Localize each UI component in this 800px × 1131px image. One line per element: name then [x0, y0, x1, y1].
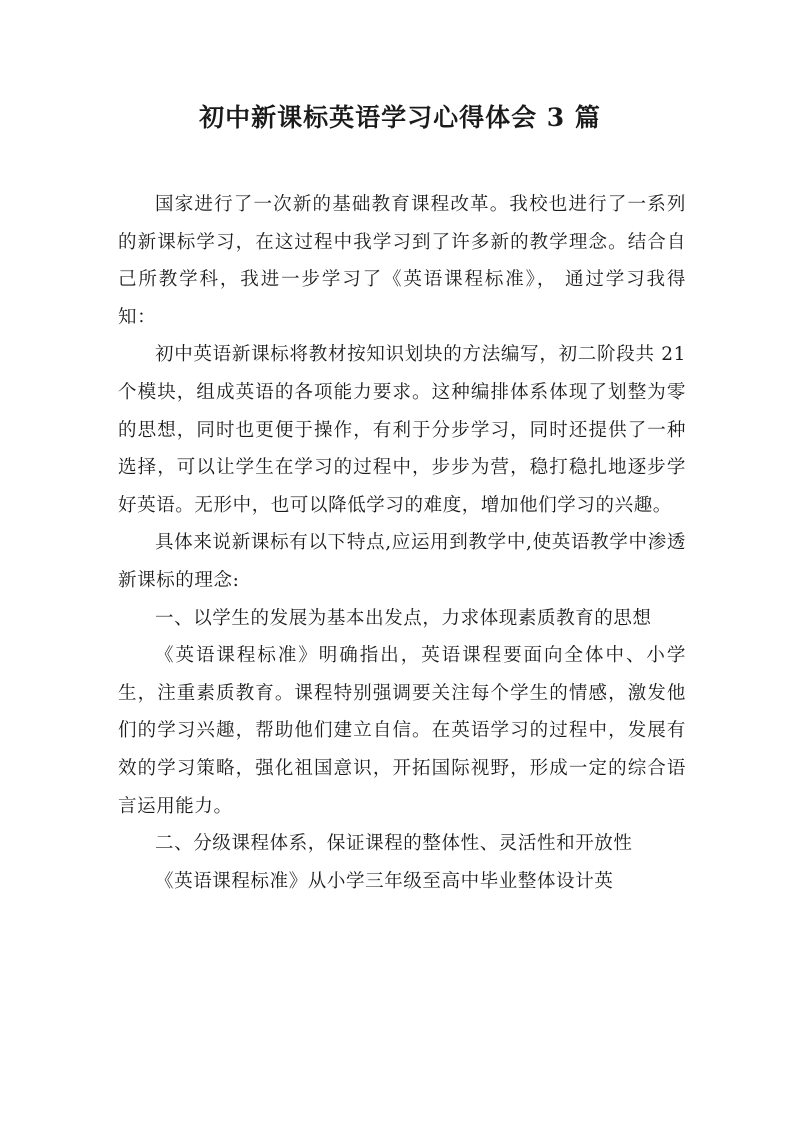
paragraph-section-2: 《英语课程标准》从小学三年级至高中毕业整体设计英 — [155, 870, 614, 892]
document-title: 初中新课标英语学习心得体会 3 篇 — [199, 103, 601, 132]
paragraph-intro: 国家进行了一次新的基础教育课程改革。我校也进行了一系列的新课标学习，在这过程中我学习到了许多新的教学理念。结合自己所教学科，我进一步学习了《英语课程标准》， 通过学习我得知： — [118, 194, 686, 328]
paragraph-textbook-modules: 初中英语新课标将教材按知识划块的方法编写，初二阶段共 21 个模块，组成英语的各项能力要求。这种编排体系体现了划整为零的思想，同时也更便于操作，有利于分步学习，同时还提供了一种选择，可以让学生在学习的过程中，步步为营，稳打稳扎地逐步学好英语。无形中，也可以降低学习的难度，增加他们学习的兴趣。 — [118, 344, 686, 516]
section-heading-2: 二、分级课程体系，保证课程的整体性、灵活性和开放性 — [155, 833, 633, 855]
paragraph-section-1: 《英语课程标准》明确指出，英语课程要面向全体中、小学生，注重素质教育。课程特别强调要关注每个学生的情感，激发他们的学习兴趣，帮助他们建立自信。在英语学习的过程中，发展有效的学习策略，强化祖国意识，开拓国际视野，形成一定的综合语言运用能力。 — [118, 645, 686, 817]
document-body — [118, 186, 686, 900]
section-heading-1: 一、以学生的发展为基本出发点，力求体现素质教育的思想 — [155, 607, 652, 629]
paragraph-features-lead: 具体来说新课标有以下特点,应运用到教学中,使英语教学中渗透新课标的理念: — [118, 532, 686, 591]
